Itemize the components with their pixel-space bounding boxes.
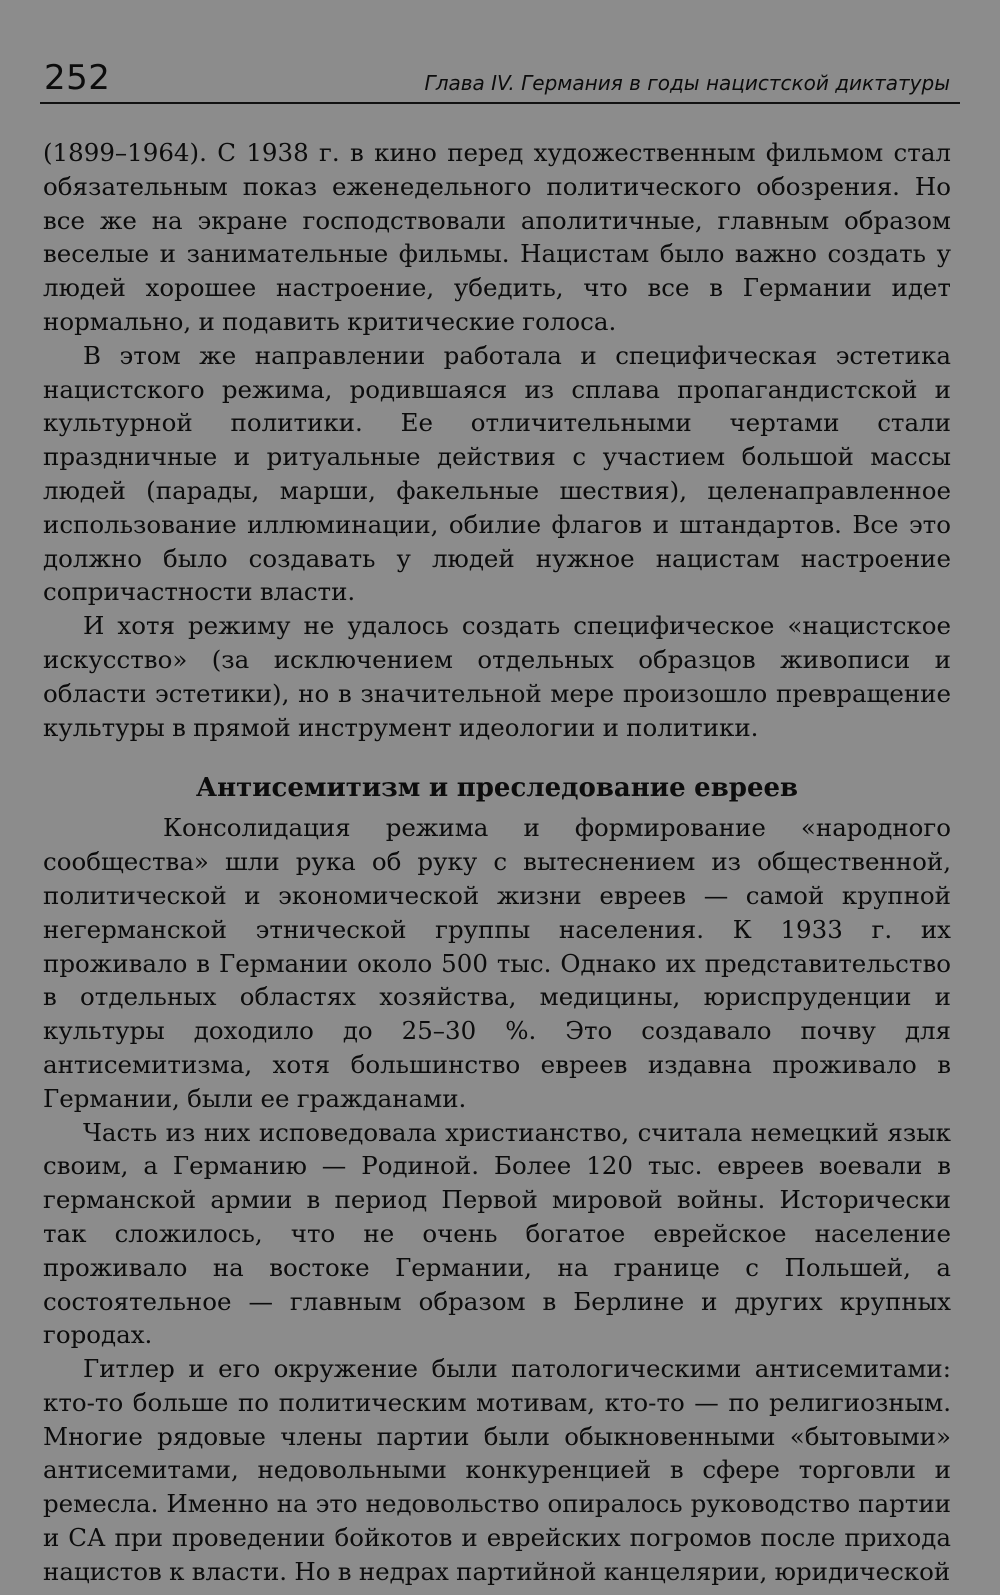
page-header	[40, 58, 960, 110]
paragraph-5: Часть из них исповедовала христианство, считала немецкий язык своим, а Германию — Родиной. Более 120 тыс. евреев воевали в германской армии в период Первой мировой войны. Исторически так сложилось, что не очень богатое еврейское население проживало на востоке Германии, на границе с Польшей, а состоятельное — главным образом в Берлине и других крупных городах.	[43, 1117, 951, 1350]
paragraph-3: И хотя режиму не удалось создать специфическое «нацистское искусство» (за исключением отдельных образцов живописи и области эстетики), но в значительной мере произошло превращение культуры в прямой инструмент идеологии и политики.	[43, 611, 951, 742]
page-number: 252	[44, 58, 111, 98]
paragraph-1: (1899–1964). С 1938 г. в кино перед художественным фильмом стал обязательным показ еженедельного политического обозрения. Но все же на экране господствовали аполитичные, главным образом веселые и занимательные фильмы. Нацистам было важно создать у людей хорошее настроение, убедить, что все в Германии идет нормально, и подавить критические голоса.	[43, 138, 951, 336]
paragraph-4: Консолидация режима и формирование «народного сообщества» шли рука об руку с вытеснением из общественной, политической и экономической жизни евреев — самой крупной негерманской этнической группы населения. К 1933 г. их проживало в Германии около 500 тыс. Однако их представительство в отдельных областях хозяйства, медицины, юриспруденции и культуры доходило до 25–30 %. Это создавало почву для антисемитизма, хотя большинство евреев издавна проживало в Германии, были ее гражданами.	[43, 813, 951, 1113]
paragraph-6: Гитлер и его окружение были патологическими антисемитами: кто-то больше по политическим мотивам, кто-то — по религиозным. Многие рядовые члены партии были обыкновенными «бытовыми» антисемитами, недовольными конкуренцией в сфере торговли и ремесла. Именно на это недовольство опиралось руководство партии и СА при проведении бойкотов и еврейских погромов после прихода нацистов к власти. Но в недрах партийной канцелярии, юридической	[43, 1354, 951, 1586]
paragraph-2: В этом же направлении работала и специфическая эстетика нацистского режима, родившаяся из сплава пропагандистской и культурной политики. Ее отличительными чертами стали праздничные и ритуальные действия с участием большой массы людей (парады, марши, факельные шествия), целенаправленное использование иллюминации, обилие флагов и штандартов. Все это должно было создавать у людей нужное нацистам настроение сопричастности власти.	[43, 340, 951, 607]
page-body	[43, 136, 951, 1589]
header-rule	[40, 102, 960, 104]
running-title: Глава IV. Германия в годы нацистской диктатуры	[424, 71, 950, 95]
section-heading: Антисемитизм и преследование евреев	[195, 773, 799, 804]
